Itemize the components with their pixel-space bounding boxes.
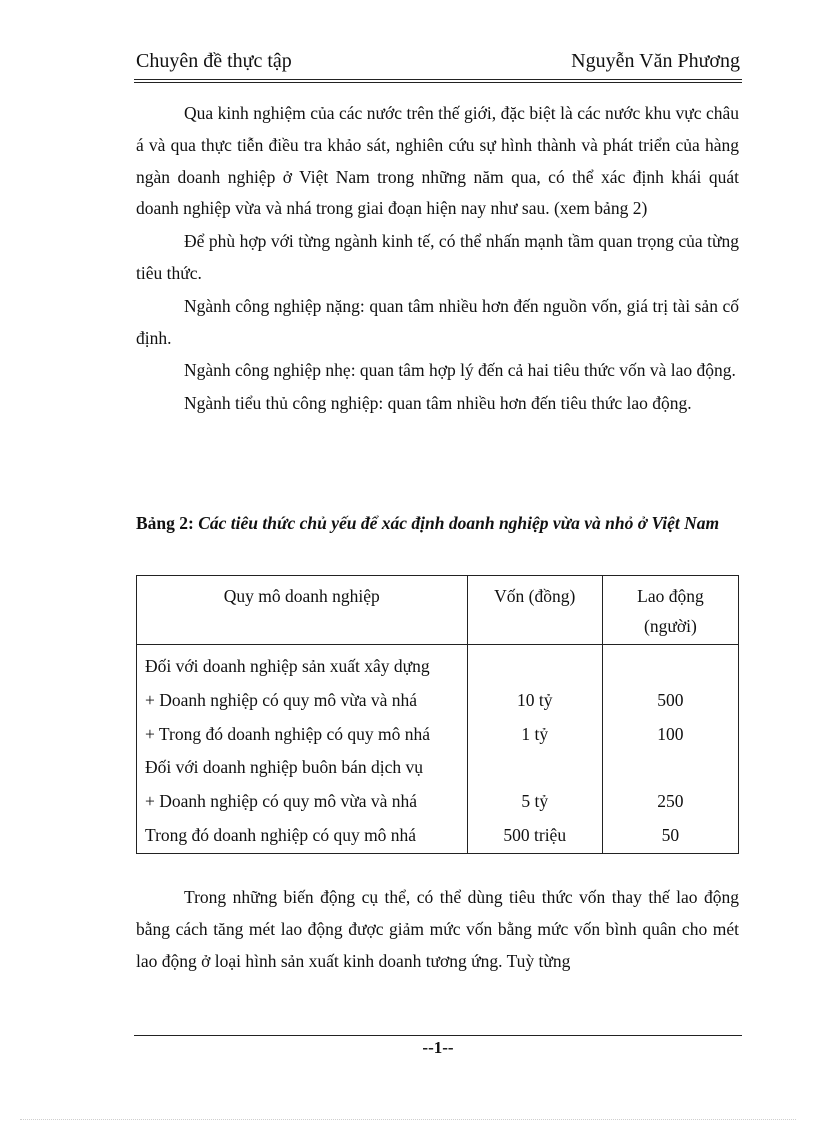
table-cell: 500 triệu <box>503 824 567 845</box>
header-title: Chuyên đề thực tập <box>136 50 292 72</box>
paragraph-1: Qua kinh nghiệm của các nước trên thế giới, đặc biệt là các nước khu vực châu á và qua thực tiễn điều tra khảo sát, nghiên cứu sự hình thành và phát triển của hàng ngàn doanh nghiệp ở Việt Nam trong những năm qua, có thể xác định khái quát doanh nghiệp vừa và nhá trong giai đoạn hiện nay như sau. (xem bảng 2) <box>136 103 739 219</box>
page-header <box>136 48 740 74</box>
paragraph-5: Ngành tiểu thủ công nghiệp: quan tâm nhiều hơn đến tiêu thức lao động. <box>184 393 692 414</box>
header-labor: Lao động (người) <box>602 576 738 645</box>
table-cell: Đối với doanh nghiệp sản xuất xây dựng <box>145 656 430 676</box>
table-body-row <box>137 645 739 854</box>
table-cell <box>603 751 738 785</box>
table-cell: Đối với doanh nghiệp buôn bán dịch vụ <box>145 757 424 778</box>
table-cell: 100 <box>657 723 684 744</box>
enterprise-criteria-table <box>136 575 739 854</box>
table-cell: 5 tỷ <box>521 791 549 812</box>
table-cell: + Trong đó doanh nghiệp có quy mô nhá <box>145 723 430 744</box>
table-cell <box>468 751 602 785</box>
page-number: --1-- <box>422 1038 454 1057</box>
table-cell: Trong đó doanh nghiệp có quy mô nhá <box>145 824 417 845</box>
table-caption <box>136 508 739 540</box>
table-cell <box>468 650 602 684</box>
paragraph-6: Trong những biến động cụ thể, có thể dùng tiêu thức vốn thay thế lao động bằng cách tăng mét lao động được giảm mức vốn bằng mức vốn bình quân cho mét lao động ở loại hình sản xuất kinh doanh tương ứng. Tuỳ từng <box>136 887 739 971</box>
footer-rule <box>134 1035 742 1036</box>
table-cell: 10 tỷ <box>516 689 553 710</box>
paragraph-4: Ngành công nghiệp nhẹ: quan tâm hợp lý đến cả hai tiêu thức vốn và lao động. <box>184 360 736 381</box>
paragraph-2: Để phù hợp với từng ngành kinh tế, có thể nhấn mạnh tầm quan trọng của từng tiêu thức. <box>136 231 739 283</box>
scale-column <box>137 645 468 854</box>
header-capital: Vốn (đồng) <box>467 576 602 645</box>
body-text <box>136 98 739 420</box>
caption-label: Bảng 2: <box>136 513 194 533</box>
header-author: Nguyễn Văn Phương <box>571 50 740 72</box>
paragraph-3: Ngành công nghiệp nặng: quan tâm nhiều hơn đến nguồn vốn, giá trị tài sản cố định. <box>136 295 739 348</box>
body-text-continued <box>136 882 739 977</box>
table-cell: + Doanh nghiệp có quy mô vừa và nhá <box>145 689 418 710</box>
table-cell: 50 <box>661 824 680 845</box>
page-edge-dots <box>20 1119 796 1120</box>
header-scale: Quy mô doanh nghiệp <box>137 576 468 645</box>
header-rule <box>134 79 742 83</box>
table-cell: 1 tỷ <box>521 723 549 744</box>
table-cell <box>603 650 738 684</box>
table-cell: 500 <box>657 689 684 710</box>
labor-column <box>602 645 738 854</box>
table-cell: + Doanh nghiệp có quy mô vừa và nhá <box>145 791 418 812</box>
capital-column <box>467 645 602 854</box>
table-header-row <box>137 576 739 645</box>
table-cell: 250 <box>657 791 684 812</box>
caption-text: Các tiêu thức chủ yếu để xác định doanh nghiệp vừa và nhỏ ở Việt Nam <box>193 513 720 533</box>
